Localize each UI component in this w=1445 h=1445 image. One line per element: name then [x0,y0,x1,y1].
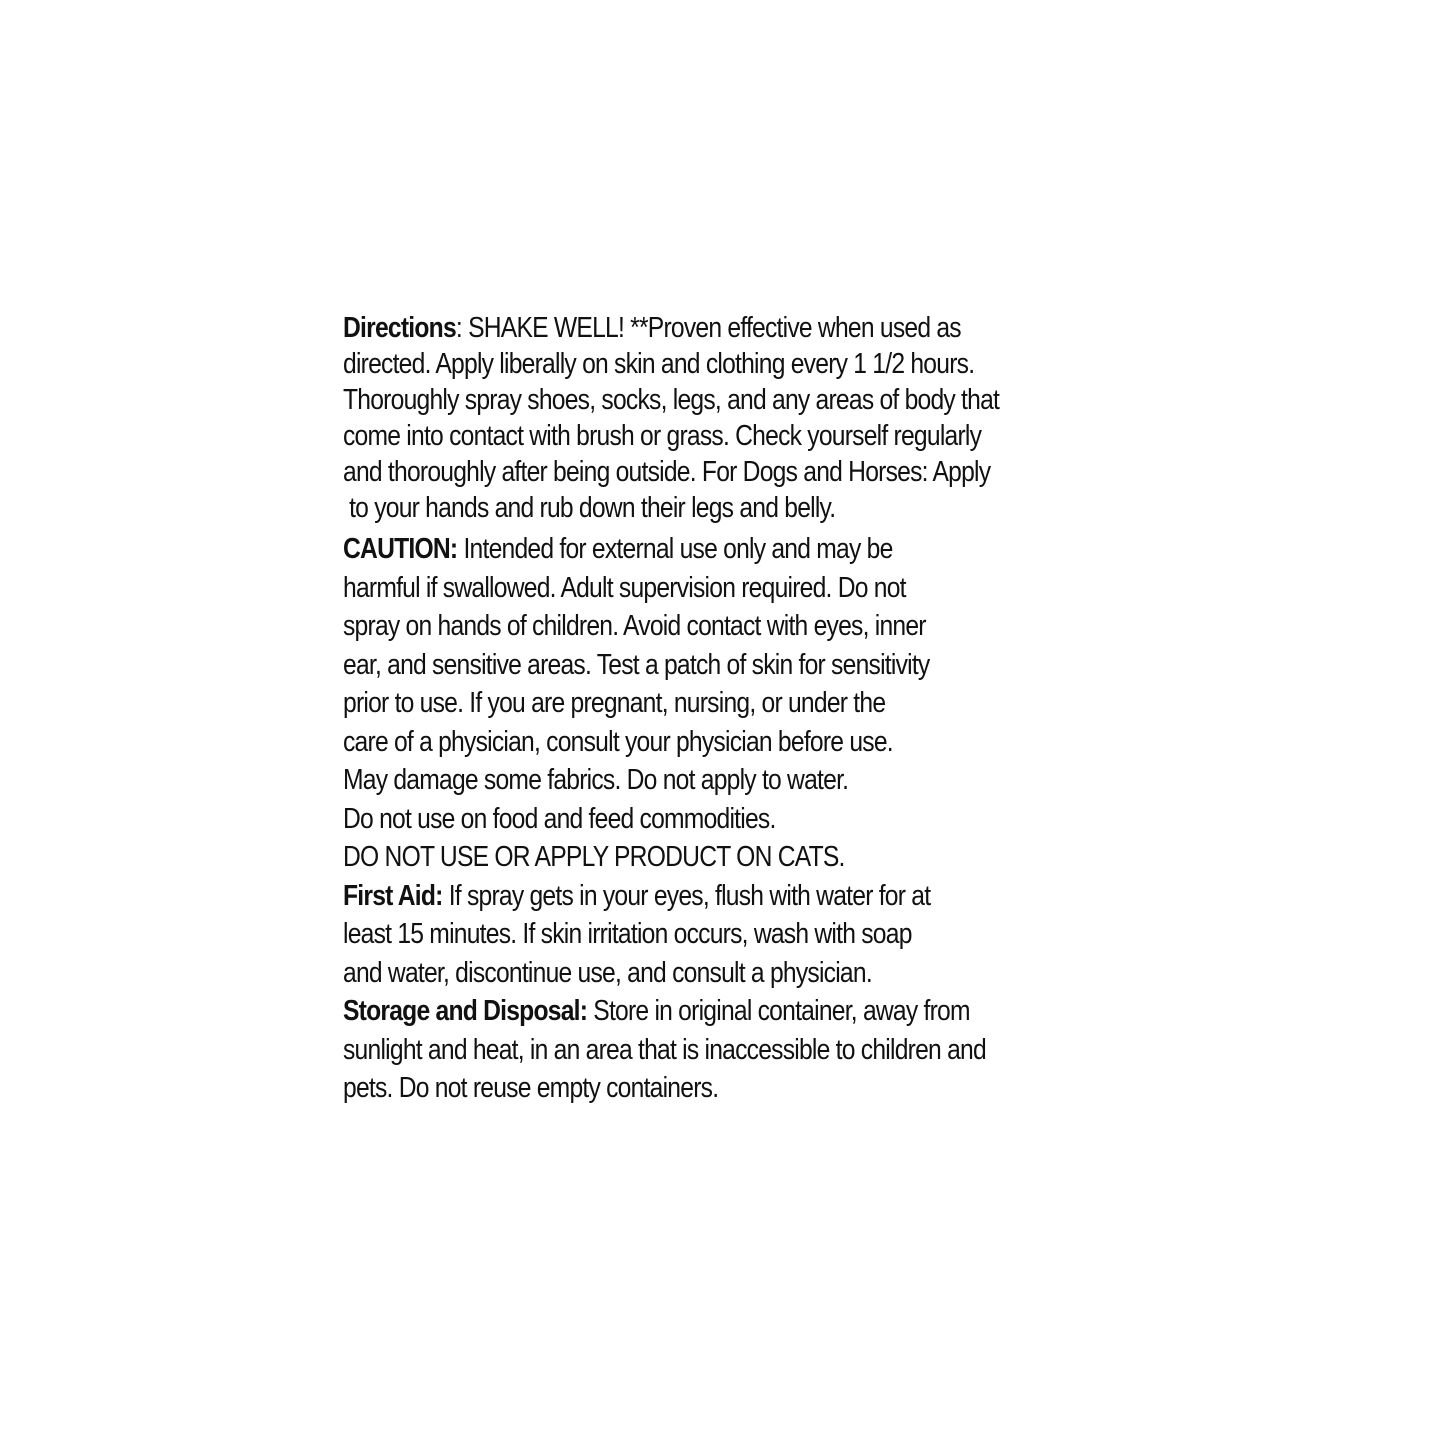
directions-line: come into contact with brush or grass. Check yourself regularly [343,420,982,452]
directions-text: : SHAKE WELL! **Proven effective when used as [455,312,961,344]
storage-heading: Storage and Disposal: [343,995,588,1027]
caution-heading: CAUTION: [343,533,458,565]
storage-line: sunlight and heat, in an area that is inaccessible to children and [343,1033,986,1066]
first-aid-section [343,877,1023,993]
product-label-text [343,310,1023,1108]
directions-line [343,310,1023,346]
storage-line: pets. Do not reuse empty containers. [343,1072,719,1104]
caution-line: harmful if swallowed. Adult supervision required. Do not [343,571,906,604]
directions-section [343,310,1023,526]
first-aid-line: and water, discontinue use, and consult a physician. [343,956,872,989]
first-aid-heading: First Aid: [343,879,443,912]
storage-section [343,992,1023,1108]
storage-line [343,992,1023,1031]
directions-line: to your hands and rub down their legs and belly. [343,492,836,524]
caution-line: care of a physician, consult your physician before use. [343,725,893,758]
directions-line: and thoroughly after being outside. For Dogs and Horses: Apply [343,456,991,488]
first-aid-line [343,877,1023,916]
caution-line: May damage some fabrics. Do not apply to water. [343,764,849,796]
first-aid-line: least 15 minutes. If skin irritation occurs, wash with soap [343,918,912,950]
caution-line: DO NOT USE OR APPLY PRODUCT ON CATS. [343,841,845,873]
caution-section [343,530,1023,877]
storage-text: Store in original container, away from [587,995,970,1027]
directions-line: Thoroughly spray shoes, socks, legs, and any areas of body that [343,384,1000,416]
caution-line: Do not use on food and feed commodities. [343,802,776,835]
directions-heading: Directions [343,312,456,344]
caution-line: prior to use. If you are pregnant, nursing, or under the [343,687,886,719]
caution-text: Intended for external use only and may be [457,533,893,565]
caution-line: ear, and sensitive areas. Test a patch of skin for sensitivity [343,648,930,681]
caution-line [343,530,1023,569]
directions-line: directed. Apply liberally on skin and clothing every 1 1/2 hours. [343,348,975,380]
caution-line: spray on hands of children. Avoid contact with eyes, inner [343,610,926,642]
first-aid-text: If spray gets in your eyes, flush with water for at [442,879,931,912]
